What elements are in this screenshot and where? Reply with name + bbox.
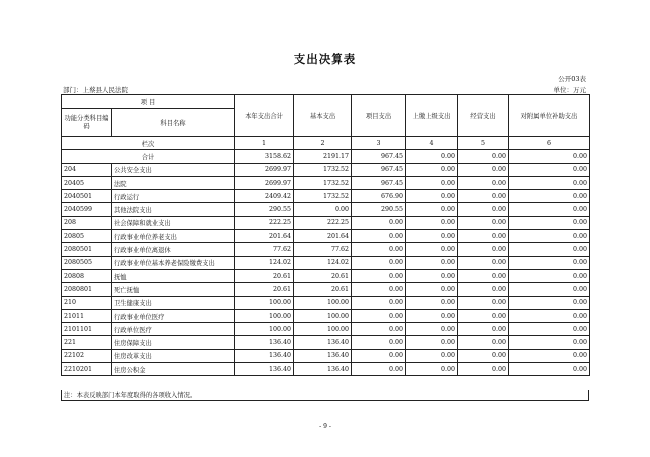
row-value: 0.00 — [509, 230, 590, 243]
row-value: 0.00 — [406, 230, 458, 243]
row-subject-name: 行政事业单位养老支出 — [112, 230, 235, 243]
row-subject-name: 行政事业单位基本养老保险缴费支出 — [112, 256, 235, 269]
row-value: 676.90 — [352, 190, 406, 203]
row-code: 20805 — [62, 230, 112, 243]
row-value: 77.62 — [235, 243, 294, 256]
column-index-2: 2 — [294, 137, 352, 150]
row-value: 0.00 — [406, 283, 458, 296]
table-row — [62, 323, 590, 336]
row-code: 22102 — [62, 349, 112, 362]
total-label: 合计 — [62, 150, 235, 163]
row-subject-name: 其他法院支出 — [112, 203, 235, 216]
row-subject-name: 公共安全支出 — [112, 163, 235, 176]
row-value: 100.00 — [235, 309, 294, 322]
header-col-3: 项目支出 — [352, 95, 406, 137]
header-subject-name: 科目名称 — [112, 109, 235, 137]
row-value: 0.00 — [406, 216, 458, 229]
form-code: 公开03表 — [558, 75, 586, 83]
row-code: 20808 — [62, 269, 112, 282]
row-value: 0.00 — [406, 363, 458, 376]
row-value: 136.40 — [294, 363, 352, 376]
row-value: 124.02 — [294, 256, 352, 269]
column-index-1: 1 — [235, 137, 294, 150]
column-index-4: 4 — [406, 137, 458, 150]
row-value: 0.00 — [406, 309, 458, 322]
row-value: 0.00 — [509, 256, 590, 269]
row-value: 290.55 — [235, 203, 294, 216]
row-subject-name: 行政事业单位离退休 — [112, 243, 235, 256]
row-subject-name: 卫生健康支出 — [112, 296, 235, 309]
table-row — [62, 230, 590, 243]
row-subject-name: 住房保障支出 — [112, 336, 235, 349]
row-value: 0.00 — [509, 349, 590, 362]
row-value: 100.00 — [294, 296, 352, 309]
column-index-6: 6 — [509, 137, 590, 150]
row-value: 201.64 — [235, 230, 294, 243]
row-value: 0.00 — [406, 323, 458, 336]
row-value: 0.00 — [509, 363, 590, 376]
row-value: 0.00 — [509, 176, 590, 189]
row-code: 2080501 — [62, 243, 112, 256]
row-value: 136.40 — [294, 349, 352, 362]
row-code: 204 — [62, 163, 112, 176]
total-value: 2191.17 — [294, 150, 352, 163]
row-value: 136.40 — [294, 336, 352, 349]
table-row — [62, 243, 590, 256]
row-code: 2080505 — [62, 256, 112, 269]
row-value: 124.02 — [235, 256, 294, 269]
table-row — [62, 163, 590, 176]
row-value: 0.00 — [352, 230, 406, 243]
row-value: 0.00 — [352, 349, 406, 362]
row-value: 20.61 — [294, 283, 352, 296]
expenditure-table — [61, 94, 590, 376]
column-index-3: 3 — [352, 137, 406, 150]
row-value: 100.00 — [294, 309, 352, 322]
total-value: 0.00 — [458, 150, 509, 163]
row-value: 0.00 — [458, 243, 509, 256]
header-col-5: 经营支出 — [458, 95, 509, 137]
row-value: 0.00 — [458, 283, 509, 296]
table-row — [62, 349, 590, 362]
row-value: 0.00 — [509, 203, 590, 216]
row-value: 77.62 — [294, 243, 352, 256]
row-value: 0.00 — [458, 163, 509, 176]
table-row — [62, 256, 590, 269]
row-value: 222.25 — [235, 216, 294, 229]
row-value: 0.00 — [406, 256, 458, 269]
row-value: 0.00 — [406, 336, 458, 349]
row-value: 0.00 — [458, 269, 509, 282]
total-value: 0.00 — [406, 150, 458, 163]
row-value: 2699.97 — [235, 176, 294, 189]
header-project: 项 目 — [62, 95, 235, 109]
header-col-6: 对附属单位补助支出 — [509, 95, 590, 137]
table-row — [62, 283, 590, 296]
table-row — [62, 176, 590, 189]
row-subject-name: 法院 — [112, 176, 235, 189]
header-col-2: 基本支出 — [294, 95, 352, 137]
row-value: 1732.52 — [294, 190, 352, 203]
column-index-5: 5 — [458, 137, 509, 150]
document-title: 支出决算表 — [293, 52, 357, 66]
row-value: 0.00 — [458, 309, 509, 322]
row-value: 136.40 — [235, 363, 294, 376]
row-value: 0.00 — [352, 296, 406, 309]
row-value: 0.00 — [509, 296, 590, 309]
row-value: 967.45 — [352, 163, 406, 176]
row-value: 20.61 — [235, 283, 294, 296]
row-code: 2080801 — [62, 283, 112, 296]
row-subject-name: 住房改革支出 — [112, 349, 235, 362]
row-value: 0.00 — [458, 323, 509, 336]
row-value: 2699.97 — [235, 163, 294, 176]
header-col-1: 本年支出合计 — [235, 95, 294, 137]
row-value: 0.00 — [458, 190, 509, 203]
table-row — [62, 203, 590, 216]
row-code: 221 — [62, 336, 112, 349]
row-subject-name: 住房公积金 — [112, 363, 235, 376]
row-value: 0.00 — [352, 243, 406, 256]
row-value: 0.00 — [352, 323, 406, 336]
row-value: 0.00 — [509, 269, 590, 282]
header-func-code: 功能分类科目编码 — [62, 109, 112, 137]
unit-label: 单位：万元 — [553, 86, 586, 94]
row-value: 0.00 — [406, 190, 458, 203]
row-value: 0.00 — [406, 269, 458, 282]
row-subject-name: 行政运行 — [112, 190, 235, 203]
row-value: 0.00 — [458, 256, 509, 269]
row-value: 20.61 — [235, 269, 294, 282]
row-value: 0.00 — [458, 230, 509, 243]
row-code: 2101101 — [62, 323, 112, 336]
table-row — [62, 336, 590, 349]
table-row — [62, 309, 590, 322]
row-value: 0.00 — [352, 336, 406, 349]
row-value: 136.40 — [235, 349, 294, 362]
row-subject-name: 死亡抚恤 — [112, 283, 235, 296]
row-value: 1732.52 — [294, 163, 352, 176]
row-value: 0.00 — [509, 190, 590, 203]
table-row — [62, 296, 590, 309]
header-col-4: 上缴上级支出 — [406, 95, 458, 137]
row-value: 222.25 — [294, 216, 352, 229]
row-value: 0.00 — [458, 203, 509, 216]
total-value: 3158.62 — [235, 150, 294, 163]
row-value: 0.00 — [406, 176, 458, 189]
row-value: 0.00 — [352, 256, 406, 269]
row-value: 0.00 — [509, 216, 590, 229]
total-value: 967.45 — [352, 150, 406, 163]
row-value: 0.00 — [458, 176, 509, 189]
department-label: 部门：上蔡县人民法院 — [63, 86, 128, 94]
row-value: 0.00 — [458, 363, 509, 376]
row-code: 2210201 — [62, 363, 112, 376]
row-value: 290.55 — [352, 203, 406, 216]
column-index-row — [62, 137, 590, 150]
row-code: 21011 — [62, 309, 112, 322]
row-subject-name: 行政单位医疗 — [112, 323, 235, 336]
page-number: - 9 - — [319, 423, 331, 430]
row-value: 100.00 — [235, 323, 294, 336]
table-row — [62, 190, 590, 203]
row-value: 967.45 — [352, 176, 406, 189]
table-row — [62, 363, 590, 376]
row-value: 0.00 — [352, 216, 406, 229]
row-value: 0.00 — [509, 243, 590, 256]
header-row-project — [62, 95, 590, 109]
row-value: 0.00 — [509, 163, 590, 176]
row-value: 0.00 — [352, 269, 406, 282]
row-value: 0.00 — [509, 283, 590, 296]
row-code: 20405 — [62, 176, 112, 189]
row-value: 201.64 — [294, 230, 352, 243]
row-value: 100.00 — [294, 323, 352, 336]
row-value: 2409.42 — [235, 190, 294, 203]
row-value: 0.00 — [509, 309, 590, 322]
row-value: 0.00 — [406, 203, 458, 216]
total-row — [62, 150, 590, 163]
row-subject-name: 社会保障和就业支出 — [112, 216, 235, 229]
row-value: 0.00 — [509, 323, 590, 336]
row-value: 0.00 — [458, 216, 509, 229]
row-value: 20.61 — [294, 269, 352, 282]
row-code: 2040599 — [62, 203, 112, 216]
row-value: 1732.52 — [294, 176, 352, 189]
row-value: 0.00 — [352, 363, 406, 376]
row-value: 136.40 — [235, 336, 294, 349]
row-value: 0.00 — [458, 296, 509, 309]
table-row — [62, 269, 590, 282]
table-note: 注：本表反映部门本年度取得的各项收入情况。 — [61, 390, 589, 401]
row-code: 210 — [62, 296, 112, 309]
row-value: 0.00 — [406, 243, 458, 256]
row-value: 0.00 — [294, 203, 352, 216]
row-subject-name: 行政事业单位医疗 — [112, 309, 235, 322]
row-code: 2040501 — [62, 190, 112, 203]
row-value: 0.00 — [352, 309, 406, 322]
row-value: 0.00 — [352, 283, 406, 296]
row-value: 0.00 — [406, 296, 458, 309]
table-row — [62, 216, 590, 229]
row-value: 0.00 — [458, 336, 509, 349]
column-index-label: 栏次 — [62, 137, 235, 150]
row-code: 208 — [62, 216, 112, 229]
row-value: 0.00 — [458, 349, 509, 362]
row-value: 0.00 — [406, 163, 458, 176]
row-value: 0.00 — [406, 349, 458, 362]
row-value: 0.00 — [509, 336, 590, 349]
row-subject-name: 抚恤 — [112, 269, 235, 282]
total-value: 0.00 — [509, 150, 590, 163]
row-value: 100.00 — [235, 296, 294, 309]
